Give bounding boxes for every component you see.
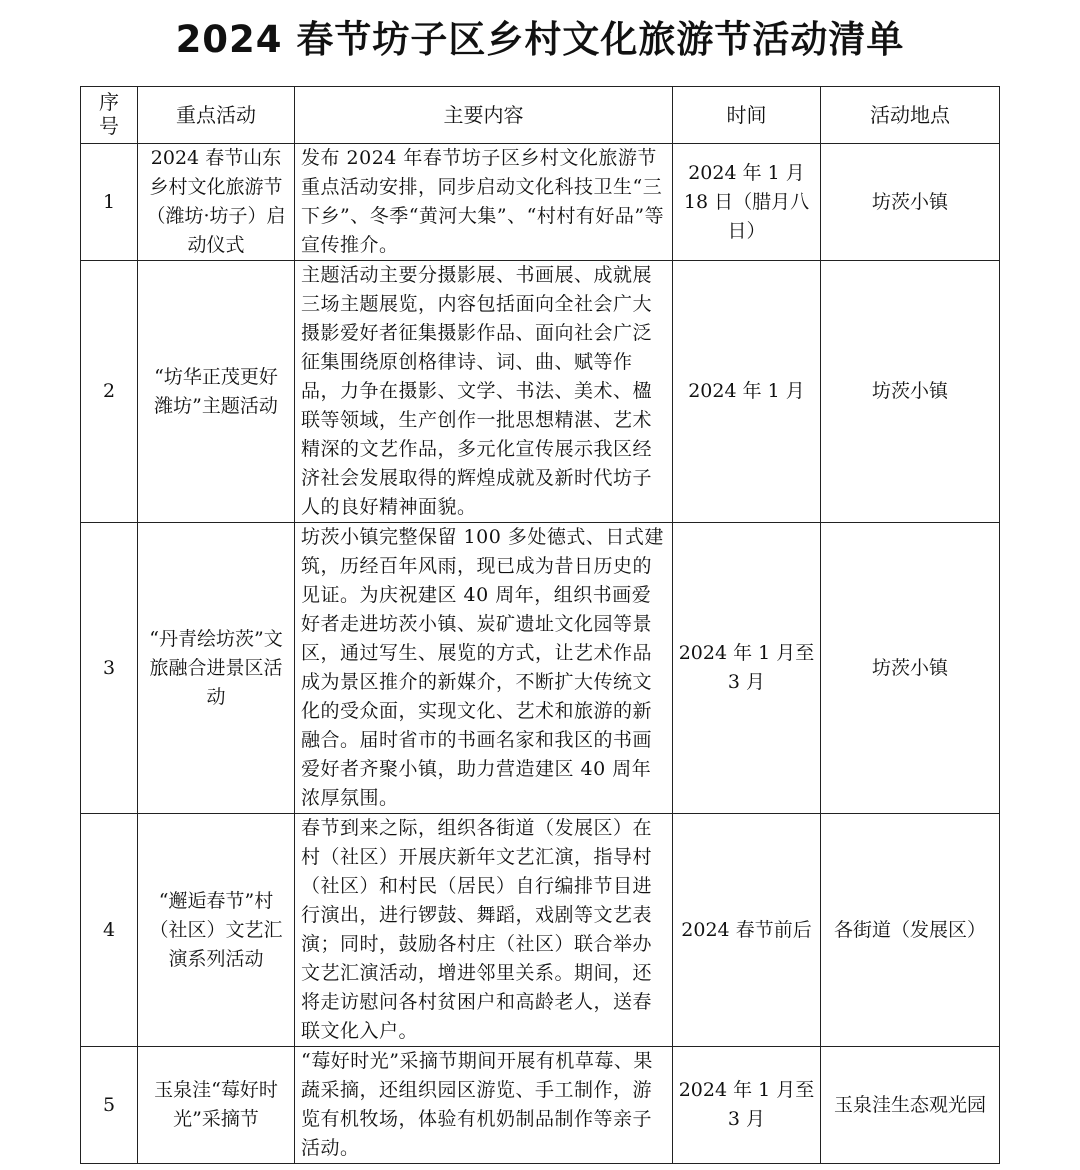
row-location: 坊茨小镇: [821, 523, 1000, 814]
row-no: 1: [81, 144, 138, 261]
row-time: 2024 年 1 月至 3 月: [673, 1047, 821, 1164]
row-location: 各街道（发展区）: [821, 814, 1000, 1047]
row-location: 坊茨小镇: [821, 144, 1000, 261]
document-title: 2024 春节坊子区乡村文化旅游节活动清单: [175, 18, 905, 61]
table-row: [81, 144, 1000, 261]
row-activity: “坊华正茂更好潍坊”主题活动: [138, 261, 295, 523]
header-location: 活动地点: [821, 87, 1000, 144]
table-header-row: [81, 87, 1000, 144]
row-content: 发布 2024 年春节坊子区乡村文化旅游节重点活动安排，同步启动文化科技卫生“三下乡”、冬季“黄河大集”、“村村有好品”等宣传推介。: [295, 144, 673, 261]
row-activity: “邂逅春节”村（社区）文艺汇演系列活动: [138, 814, 295, 1047]
activity-table: [80, 86, 1000, 1164]
row-location: 坊茨小镇: [821, 261, 1000, 523]
row-time: 2024 年 1 月 18 日（腊月八日）: [673, 144, 821, 261]
table-row: [81, 523, 1000, 814]
row-location: 玉泉洼生态观光园: [821, 1047, 1000, 1164]
row-content: 春节到来之际，组织各街道（发展区）在村（社区）开展庆新年文艺汇演，指导村（社区）和村民（居民）自行编排节目进行演出，进行锣鼓、舞蹈，戏剧等文艺表演；同时，鼓励各村庄（社区）联合举办文艺汇演活动，增进邻里关系。期间，还将走访慰问各村贫困户和高龄老人，送春联文化入户。: [295, 814, 673, 1047]
header-no: 序号: [81, 87, 138, 144]
table-row: [81, 1047, 1000, 1164]
header-content: 主要内容: [295, 87, 673, 144]
row-time: 2024 年 1 月: [673, 261, 821, 523]
row-activity: “丹青绘坊茨”文旅融合进景区活动: [138, 523, 295, 814]
row-no: 4: [81, 814, 138, 1047]
table-row: [81, 814, 1000, 1047]
row-time: 2024 年 1 月至 3 月: [673, 523, 821, 814]
header-time: 时间: [673, 87, 821, 144]
row-activity: 2024 春节山东乡村文化旅游节（潍坊·坊子）启动仪式: [138, 144, 295, 261]
header-activity: 重点活动: [138, 87, 295, 144]
row-time: 2024 春节前后: [673, 814, 821, 1047]
table-row: [81, 261, 1000, 523]
row-no: 5: [81, 1047, 138, 1164]
row-content: 主题活动主要分摄影展、书画展、成就展三场主题展览，内容包括面向全社会广大摄影爱好者征集摄影作品、面向社会广泛征集围绕原创格律诗、词、曲、赋等作品，力争在摄影、文学、书法、美术、楹联等领域，生产创作一批思想精湛、艺术精深的文艺作品，多元化宣传展示我区经济社会发展取得的辉煌成就及新时代坊子人的良好精神面貌。: [295, 261, 673, 523]
row-content: “莓好时光”采摘节期间开展有机草莓、果蔬采摘，还组织园区游览、手工制作，游览有机牧场，体验有机奶制品制作等亲子活动。: [295, 1047, 673, 1164]
row-activity: 玉泉洼“莓好时光”采摘节: [138, 1047, 295, 1164]
row-no: 2: [81, 261, 138, 523]
row-content: 坊茨小镇完整保留 100 多处德式、日式建筑，历经百年风雨，现已成为昔日历史的见证。为庆祝建区 40 周年，组织书画爱好者走进坊茨小镇、炭矿遗址文化园等景区，通过写生、展览的方式，让艺术作品成为景区推介的新媒介，不断扩大传统文化的受众面，实现文化、艺术和旅游的新融合。届时省市的书画名家和我区的书画爱好者齐聚小镇，助力营造建区 40 周年浓厚氛围。: [295, 523, 673, 814]
row-no: 3: [81, 523, 138, 814]
